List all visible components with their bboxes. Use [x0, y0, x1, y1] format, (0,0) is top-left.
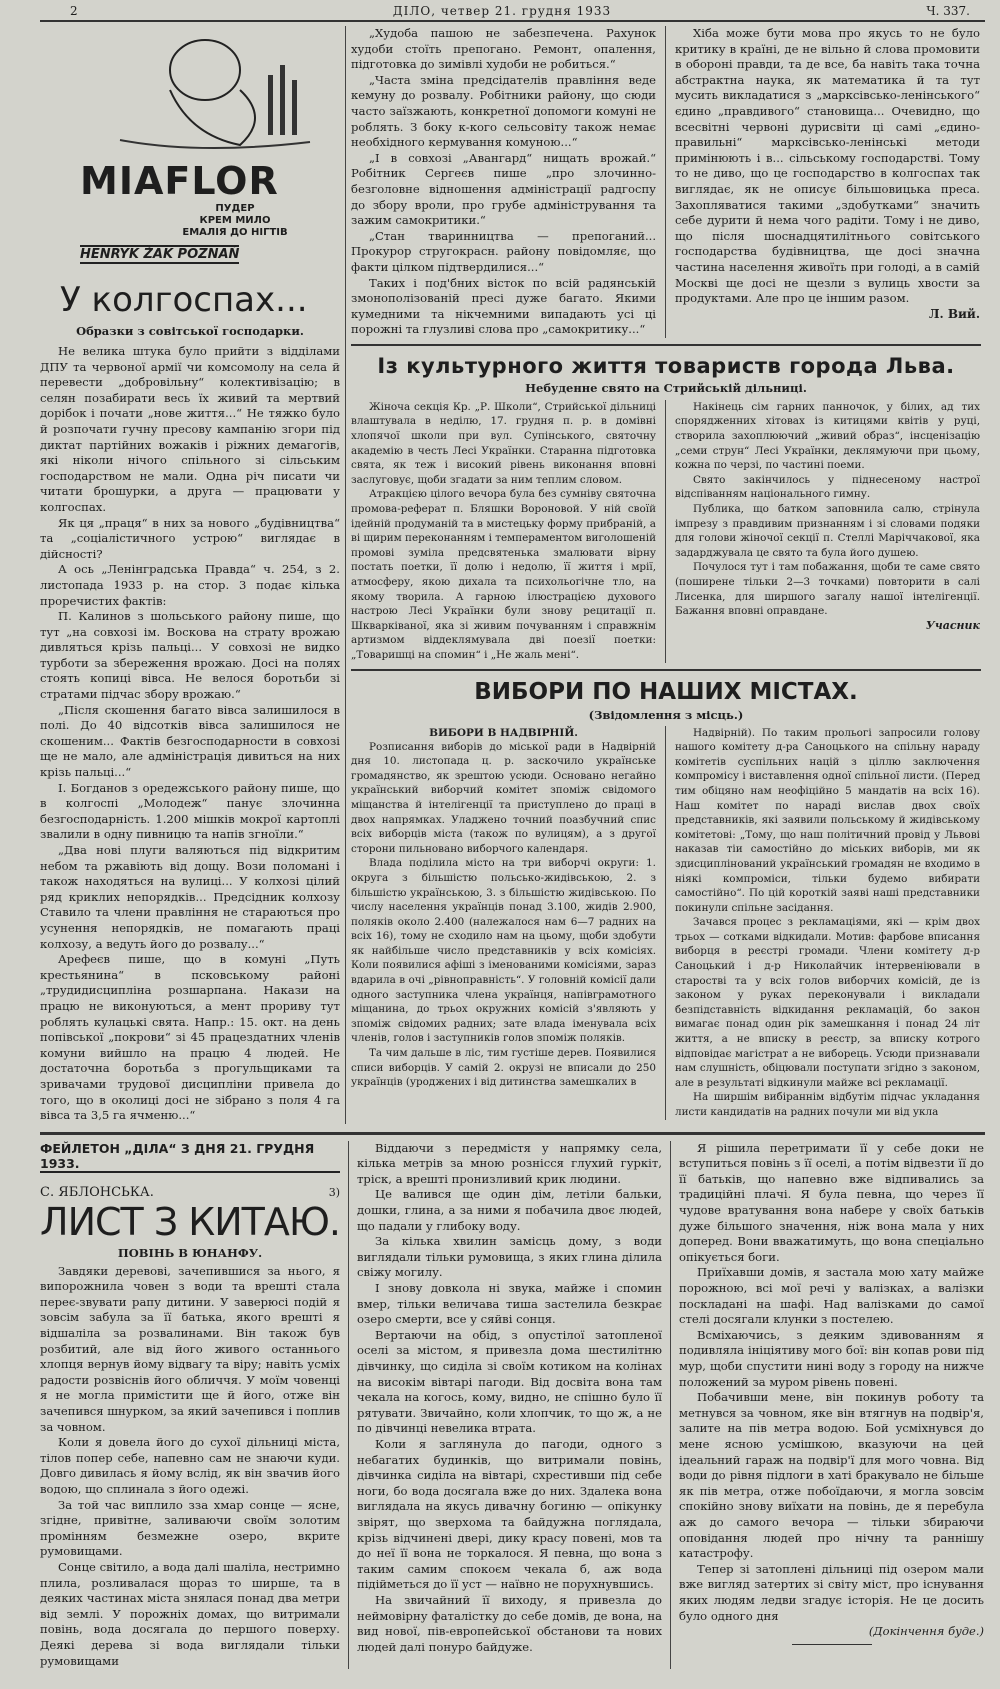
- feuilleton-column-3: [679, 1141, 984, 1624]
- paragraph: „Два нові плуги валяються під відкритим небом та ржавіють від дощу. Вози поломані і також находяться на вулиці... У колхозі цілий ряд криклих непорядків... Предсідник колхозу Ставило та члени правління не стараються про усунення непорядків, не помагають праці колхозу, а ведуть його до розвалу...“: [40, 843, 340, 951]
- culture-column-2: [675, 400, 980, 619]
- feuilleton-column-1: [40, 1264, 340, 1669]
- paragraph: Хіба може бути мова про якусь то не було критику в країні, де не вільно й слова промовити в обороні правди, та де все, бa навіть така точна абстрактна наука, як математика й та тут мусить викладатися з „марксівсько-ленінського“ єдино „правдивого“ становища... Очевидно, що всесвітні червоні дурисвіти ці самі „єдино-правильні“ марксівсько-ленінські методи примінюють і в... сільському господарстві. Тому то не диво, що це господарство в колгоспах так виглядає, як не описує більшовицька преса. Захопляватися такими „здобутками“ значить себе дурити й нема чого радіти. Тому і не диво, що після шоснадцятилітнього совітського господарства будівництва, ще досі значна частина населення живоїть при голоді, а в самій Москві ще досі не щезли з вулиць хвости за продуктами. Але про це іншим разом.: [675, 26, 980, 306]
- paragraph: Тепер зі затоплені дільниці під озером мали вже вигляд затертих зі світу міст, про існування яких людям ледви згадує історія. Не це досить було одного дня: [679, 1561, 984, 1623]
- article-body-continued: [351, 26, 656, 338]
- paragraph: Публика, що батком заповнила салю, стрінула імпрезу з правдивим признанням і зі словами подяки для голови жіночої секції п. Стеллі Маріччакової, яка задарджувала це свято та була його душею.: [675, 503, 980, 559]
- feuilleton-banner: ФЕЙЛЕТОН „ДІЛА“ З ДНЯ 21. ГРУДНЯ 1933.: [40, 1141, 340, 1173]
- masthead: ДІЛО, четвер 21. грудня 1933: [392, 4, 612, 18]
- paragraph: „І в совхозі „Авангард“ нищать врожай.“ Робітник Сергеєв пише „про злочинно-безголовне відношення адміністрації радгоспу до збору вроли, про грубе адміністрування та зажим самокритики.“: [351, 150, 656, 228]
- article-body-continued: [675, 26, 980, 307]
- feuilleton-title: ЛИСТ З КИТАЮ.: [40, 1199, 340, 1244]
- paragraph: Це валився ще один дім, летіли бальки, дошки, глина, а за ними я побачила двоє людей, що падали у глибоку воду.: [357, 1187, 662, 1233]
- paragraph: Віддаючи з передмістя у напрямку села, кілька метрів за мною розніcся глухий гуркіт, тріск, а врешті пронизливий крик людини.: [357, 1140, 662, 1186]
- paragraph: Зачався процес з рекламаціями, які — крім двох трьох — сотками відкидали. Мотив: фарбове вписання виборця в реєстрі громади. Члени комітету д-р Саноцький і д-р Николайчик інтервеніювали в старостві та у всіх голов виборчих комісій, де із законом у руках переконували і викладали безпідставність відкидання рекламацій, бо закон вимагає понад один рік замешкання і понад 24 літ життя, а не вписку в реєстр, за вписку котрого відповідає магістрат а не виборець. Усюди признавали нам слушність, обіцювали поступати згідно з законом, але в результаті відкинули майже всі рекламації.: [675, 916, 980, 1089]
- installment-number: 3): [328, 1185, 340, 1199]
- paragraph: Надвірній). По таким прольогі запросили голову нашого комітету д-ра Саноцького на спільну нараду комітетів суспільних націй з ціллю заключення компромісу і виставлення одної спільної листи. (Перед тим обіцяно нам неофіційно 5 мандатів на всіх 16). Наш комітет по нараді вислав двох своїх представників, які заявили польському й жидівському комітетові: „Тому, що наш політичний провід у Львові наказав тіи самостійно до міських виборів, ми як здисциплінований український громадян не входимо в ніякі компроміси, тільки будемо вибирати самостійно“. По цій короткій заяві наші представники покинули спільне засідання.: [675, 726, 980, 914]
- paragraph: На звичайний її виходу, я привезла до неймовірну фаталістку до себе домів, де вона, на вид нової, пів-европейської обстанови та нових людей далі понуро байдуже.: [357, 1592, 662, 1654]
- paragraph: Побачивши мене, він покинув роботу та метнувся за човном, яке він втягнув на подвір'я, залите на пів метра водою. Бой усміхнувся до мене ясною усмішкою, вказуючи на цей ідеальний гараж на подвір'ї для мого човна. Від води до рівня підлоги в хаті бракувало не більше як пів метра, отже побоїдаючи, я могла зовсім спокійно знову виїхати на повінь, де я перебула аж до самого вечора — тільки збираючи оповідання людей про нічну та раннішу катастрофу.: [679, 1390, 984, 1561]
- paragraph: Не велика штука було прийти з відділами ДПУ та червоної армії чи комсомолу на села й перевести „добровільну“ колективізацію; в селян позабирати весь їх живий та мертвий дорібок і почати „нове життя...“ Не тяжко було й розпочати гучну пресову кампанію згори під диктат партійних вожаків і ріжних демагогів, які ніколи нічого спільного зі сільським господарством не мали. Одна річ писати чи читати брошурки, а друга — працювати у колгоспах.: [40, 344, 340, 514]
- ad-illustration-icon: [45, 30, 335, 155]
- vybory-column-1: [351, 740, 656, 1090]
- feuilleton-column-2: [348, 1141, 662, 1669]
- section-subtitle: (Звідомлення з місць.): [588, 707, 744, 722]
- paragraph: Розписання виборів до міської ради в Надвірній дня 10. листопада ц. р. заскочило українське громадянство, як зрештою усюди. Основано негайно український виборчий комітет зпоміж свідомого міщанства й інтелігенції та приступлено до праці в двох напрямках. Уладжено точний поазбучний спис всіх виборців міста (також по вулицям), а з другої сторони пильновано виборчого календаря.: [351, 740, 656, 855]
- paragraph: Та чим дальше в ліс, тим густіше дерев. Появилися списи виборців. У самій 2. окрузі не вписали до 250 українців (уроджених і від дитинства замешкалих в: [351, 1047, 656, 1089]
- article-subtitle: Образки з совітської господарки.: [76, 324, 304, 338]
- paragraph: Завдяки деревові, зачепившися за нього, я випорожнила човен з води та врешті стала переє-звувати рапу дитини. У заверюсі подій я зовсім забула за її батька, якого врешті я відшаліла за розвалинами. Він також був розбитий, але від його живого останнього хлопця вернув йому відвагу та віру; навіть усміх радости розвіснів його обличчя. У моїм човенці я не могла примістити ще й його, отже він зачепився шнурком, за який зачепився і поплив за човном.: [40, 1263, 340, 1434]
- feuilleton: [40, 1132, 985, 1669]
- paragraph: „Худоба пашою не забезпечена. Рахунок худоби стоїть препогано. Ремонт, опалення, підготовка до зимівлі худоби не робиться.“: [351, 26, 656, 72]
- paragraph: І знову довкола ні звука, майже і спомин вмер, тільки величава тиша застелила безкрає озеро смерти, все у сяйві сонця.: [357, 1281, 662, 1327]
- ad-maker: HENRYK ŻAK POZNAŃ: [80, 247, 240, 262]
- paragraph: Як ця „праця“ в них за нового „будівництва“ та „соціалістичного устрою“ виглядає в дійсності?: [40, 515, 340, 561]
- miaflor-ad: [40, 26, 340, 274]
- paragraph: Свято закінчилось у піднесеному настрої відспіванням національного гимну.: [675, 473, 980, 501]
- paragraph: Приїхавши домів, я застала мою хату майже порожною, всі мої речі у валізках, а валізки поскладані на шафі. Над валізками до самої стелі досягали клунки з постелею.: [679, 1265, 984, 1327]
- paragraph: П. Калинов з шольського району пише, що тут „на совхозі ім. Воскова на страту врожаю дивляться крізь пальці... У совхозі не видко турботи за збереження врожаю. Досі на полях стоять копиці вівса. Не велося боротьби зі стратами підчас збору врожаю.“: [40, 609, 340, 702]
- paragraph: За кілька хвилин замісць дому, з води виглядали тільки румовища, з яких глина ділила свіжу могилу.: [357, 1234, 662, 1280]
- section-subtitle: Небуденне свято на Стрийській дільниці.: [525, 380, 807, 395]
- ad-brand: MIAFLOR: [80, 159, 279, 203]
- paragraph: „Після скошення багато вівса залишилося в полі. До 40 відсотків вівса залишилося не скошеним... Фактів безгосподарности в совхозі ще не мало, але адміністрація дивиться на них крізь пальці...“: [40, 702, 340, 780]
- paragraph: І. Богданов з оредежського району пише, що в колгоспі „Молодеж“ панує злочинна безгосподарність. 1.200 мішків мокрої картоплі звалили в одну пивницю та напів згноїли.“: [40, 780, 340, 842]
- paragraph: Коли я заглянула до пагоди, одного з небагатих будинків, що витримали повінь, дівчинка сиділа на вівтарі, схрестивши під себе ноги, бо вода досягала вже до них. Здалека вона виглядала на якусь дивачну богиню — опікунку звірят, що зверхома та байдужна поглядала, крізь відчинені двері, дику красу повені, мов та до неї її вона не торкалося. Я певна, що вона з таким самим спокоєм чекала б, аж вода підійметься до її уст — наївно не порухнувшись.: [357, 1436, 662, 1592]
- paragraph: Почулося тут і там побажання, щоби те саме свято (поширене тільки 2—3 точками) повторити в салі Лисенка, для ширшого загалу нашої інтелігенції. Бажання вповні оправдане.: [675, 561, 980, 618]
- article-author: Л. Вий.: [928, 306, 980, 321]
- paragraph: Накінець сім гарних панночок, у білих, ад тих спорядженних хітоваx із китицями квітів у руці, створила захоплюючий „живий образ“, інсценізацію „семи струн“ Лесі Українки, деклямуючи при цьому, кожна по черзі, по частині поеми.: [675, 400, 980, 472]
- elections-section: [351, 669, 981, 1120]
- paragraph: Влада поділила місто на три виборчі округи: 1. округа з більшістю польсько-жидівською, 2. з більшістю українською, 3. з більшістю жидівською. По числу населення українців понад 3.100, жидів 2.900, поляків около 2.400 (належалося нам 6—7 радних на всіх 16), тому не сходило нам на цьому, щоби здобути як найбільше число представників у всіх комісіях. Коли появилися афіші з іменованими комісіями, зараз вдарила в очі „рівноправність“. У головній комісії дали одного заступника члена українця, напівграмотного міщанина, до трьох окружних комісій з'являють у зпоміж свідомих радних; зате влада іменувала всіх членів, голов і заступників голов зпоміж поляків.: [351, 857, 656, 1045]
- paragraph: На ширшім вибіраннім відбутім підчас укладання листи кандидатів на радних почули ми від укла: [675, 1091, 980, 1118]
- paragraph: Жіноча секція Кр. „Р. Школи“, Стрийської дільниці влаштувала в неділю, 17. грудня п. р. в домівні хлопячої школи при вул. Супінського, святочну академію в честь Лесі Українки. Старанна підготовка свята, як теж і високий рівень виконання вповні заслуговує, щоби згадати за ним теплим словом.: [351, 400, 656, 486]
- header: [40, 2, 985, 22]
- ornament-divider: [792, 1644, 872, 1645]
- culture-section: [351, 344, 981, 663]
- feuilleton-subtitle: ПОВІНЬ В ЮНАНФУ.: [117, 1245, 263, 1260]
- section-title: ВИБОРИ ПО НАШИХ МІСТАХ.: [474, 678, 858, 705]
- paragraph: А ось „Ленінградська Правда“ ч. 254, з 2. листопада 1933 р. на стор. 3 подає кілька проречистих фактів:: [40, 562, 340, 608]
- ad-product: ПУДЕР: [215, 203, 255, 214]
- ad-product: КРЕМ МИЛО: [199, 215, 271, 226]
- paragraph: Таких і под'бних вісток по всій радянській змонополізованій пресі дуже багато. Якими кумедними та нікчемними випадають усі ці порожні та глузливі слова про „самокритику...“: [351, 275, 656, 337]
- article-title: У колгоспах...: [60, 280, 308, 320]
- issue-number: Ч. 337.: [926, 4, 970, 18]
- vybory-column-2: [665, 726, 980, 1120]
- paragraph: Сонце світило, а вода далі шаліла, нестримно плила, розливалася щораз то ширше, та в деяких частинах міста знялася понад два метри від землі. У порожніх домах, що витримали повінь, вода досягала до першого поверху. Деякі дерева зі вода виглядали тільки румовищами: [40, 1559, 340, 1668]
- culture-column-1: [351, 400, 656, 663]
- paragraph: „Стан тваринництва — препоганий... Прокурор стругокрасн. району повідомляє, що факти цілком підтвердилися...“: [351, 228, 656, 274]
- section-subhead: ВИБОРИ В НАДВІРНІЙ.: [429, 726, 578, 739]
- paragraph: Арефеєв пише, що в комуні „Путь крестьянина“ в псковському районі „трудидисципліна розшарпана. Накази на працю не виконуються, а мент прориву тут роблять кулацькі свята. Напр.: 15. окт. на день попівської „покрови“ зі 45 працездатних членів комуни вийшло на працю 4 людей. Не достаточна боротьба з прогульщиками та зривачами трудової дисципліни привела до того, що в околиці досі не зібрано з поля 4 га вівса та 3,5 га ячменю...“: [40, 952, 340, 1123]
- to-be-continued: (Докінчення буде.): [868, 1624, 984, 1639]
- paragraph: Всміхаючись, з деяким здивованням я подивляла ініціятиву мого бої: він копав рови під мур, щоби спустити нині воду з городу на нижче положений за муром рівень повені.: [679, 1327, 984, 1389]
- paragraph: Коли я довела його до сухої дільниці міста, тілов попер себе, напевно сам не знаючи куди. Довго дивилась я йому вслід, як він звачив його водою, що сплинала з його одежі.: [40, 1435, 340, 1496]
- feuilleton-author: С. ЯБЛОНСЬКА.: [40, 1184, 154, 1200]
- paragraph: Атракцією цілого вечора була без сумніву святочна промова-реферат п. Бляшки Вороновой. У ній своїй ідейній продуманій та в мистецьку форму прибраній, а ві щирим переконанням і темпераментом виголошеній промові зуміла предсвятенька змалювати вірну постать поетки, її долю і недолю, її життя і мрії, атмосферу, якою дихала та психольогічне тло, на якому творила. А гарною ілюстрацією духового настрою Лесі Українки були знову рецитації п. Шкварківаної, яка зі живим почуванням і справжнім артизмом віддеклямувала дві поезії поетки: „Товаришці на спомин“ і „Не жаль мені“.: [351, 488, 656, 661]
- paragraph: „Часта зміна предсідателів правління веде кемуну до розвалу. Робітники району, що сюди часто заїзжають, конкретної допомоги комуні не роблять. З боку к-кого сельсовіту також немає необхідного кермування комуною...“: [351, 72, 656, 150]
- paragraph: Я рішила перетримати її у себе доки не вступиться повінь з її оселі, а потім відвезти її до її батьків, що напевно вже відпивались за традиційні плачі. Я була певна, що через її чудове вратування вона набере у своїх батьків дуже більшого значення, ніж вона мала у них доперед. Вони вважатимуть, що вона спеціально опікується боги.: [679, 1140, 984, 1264]
- culture-author: Учасник: [925, 618, 980, 632]
- page-number: 2: [70, 4, 78, 18]
- article-body: [40, 344, 340, 1124]
- ad-product: ЕМАЛІЯ ДО НІГТІВ: [182, 227, 288, 238]
- section-title: Із культурного життя товариств города Льва.: [377, 353, 955, 378]
- paragraph: За той час виплило зза хмар сонце — ясне, згідне, привітне, заливаючи своїм золотим промінням безмежне озеро, вкрите румовищами.: [40, 1497, 340, 1559]
- paragraph: Вертаючи на обід, з опустілої затопленої оселі за містом, я привезла дома шестилітню дівчинку, що сиділа зі своїм котиком на колінах на високім вівтарі пагоди. Від досвіта вона там чекала на когось, кому, видно, не спішно було її рятувати. Звичайно, коли хлопчик, то що ж, а не по дівчинці невелика втрата.: [357, 1327, 662, 1436]
